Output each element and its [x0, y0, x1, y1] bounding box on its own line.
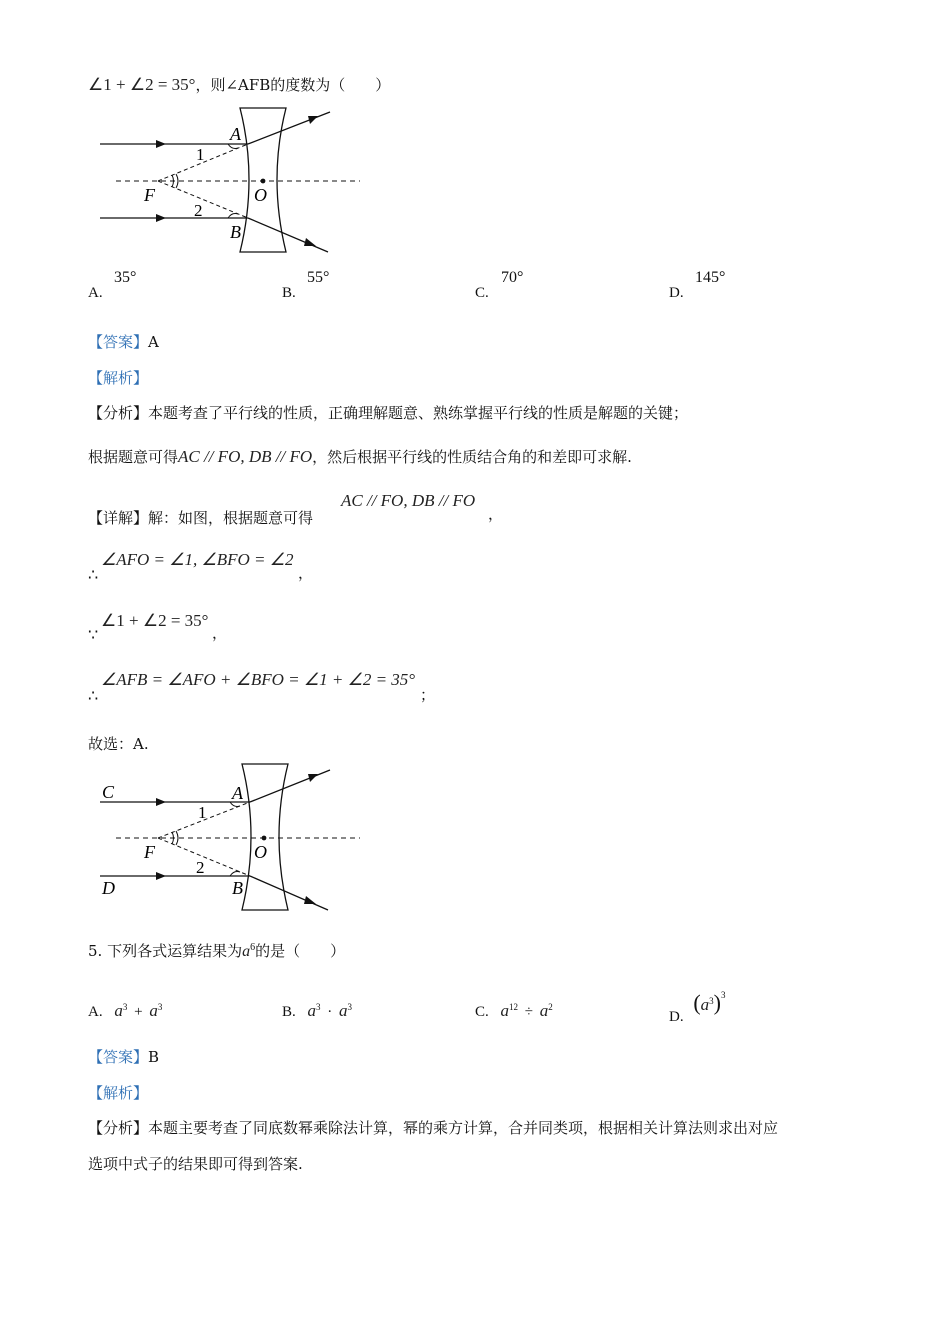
- label-2: 2: [196, 858, 205, 877]
- label-O: O: [254, 185, 267, 205]
- option-label: D.: [669, 1009, 684, 1025]
- option-operator: ·: [327, 1004, 333, 1020]
- q5-answer: [88, 1046, 159, 1067]
- angle-arc-F-bottom: [176, 174, 178, 188]
- because: ∵: [88, 625, 99, 644]
- q4-stem: [88, 74, 390, 95]
- q5-option-d: [669, 990, 726, 1025]
- fenxi-tag: 【分析】: [88, 404, 149, 422]
- q5-stem-exp: 6: [250, 942, 256, 953]
- answer-tag: 【答案】: [88, 1048, 149, 1066]
- arrowhead: [308, 774, 318, 782]
- answer-tag: 【答案】: [88, 333, 149, 351]
- center-dot-O: [262, 836, 267, 841]
- line2-math: AC // FO, DB // FO: [178, 447, 313, 466]
- q5-stem-post: 的是（ ）: [255, 942, 346, 960]
- detail-pre: 解：如图，根据题意可得: [148, 509, 314, 527]
- angle-arc-B: [228, 214, 238, 219]
- q4-option-a-value: 35°: [114, 269, 137, 286]
- q5-stem-base: a: [242, 943, 251, 960]
- option-outer-exp: 3: [721, 990, 726, 1000]
- detail-tag: 【详解】: [88, 509, 149, 527]
- label-D: D: [102, 878, 115, 898]
- option-base: a: [307, 1001, 317, 1020]
- q4-option-d-label: D.: [669, 285, 684, 301]
- angle-arc-A: [228, 144, 238, 149]
- refracted-ray-bottom: [248, 218, 328, 252]
- paren-open: (: [693, 990, 701, 1015]
- fenxi-text: 本题考查了平行线的性质，正确理解题意、熟练掌握平行线的性质是解题的关键；: [148, 404, 689, 422]
- option-operator: ÷: [524, 1004, 533, 1020]
- option-exp: 3: [157, 1002, 163, 1012]
- answer-value: B: [148, 1048, 160, 1066]
- detail-math: AC // FO, DB // FO: [341, 491, 476, 510]
- option-exp: 3: [709, 996, 714, 1006]
- label-1: 1: [196, 145, 205, 164]
- option-base: a: [149, 1001, 158, 1020]
- answer-value: A: [148, 333, 159, 351]
- fenxi-text: 本题主要考查了同底数幂乘除法计算，幂的乘方计算，合并同类项，根据相关计算法则求出对应: [148, 1119, 779, 1137]
- arrowhead: [304, 238, 316, 246]
- option-operator: +: [134, 1004, 143, 1020]
- arrowhead: [156, 798, 166, 806]
- option-base: a: [539, 1001, 549, 1020]
- q4-option-c-label: C.: [475, 285, 489, 301]
- therefore-2: ∴: [88, 686, 99, 705]
- line2-post: ，然后根据平行线的性质结合角的和差即可求解.: [312, 448, 632, 466]
- option-label: C.: [475, 1004, 489, 1020]
- q4-stem-text: ，则∠AFB的度数为（ ）: [195, 76, 391, 94]
- step2-math: ∠1 + ∠2 = 35°: [101, 611, 209, 630]
- arrowhead: [308, 116, 318, 124]
- q5-option-a: [88, 1001, 162, 1021]
- label-F: F: [144, 185, 155, 205]
- arrowhead: [156, 214, 166, 222]
- detail-post: ，: [488, 505, 504, 523]
- q5-stem-pre: 5. 下列各式运算结果为: [88, 942, 243, 960]
- therefore-1: ∴: [88, 565, 99, 584]
- refracted-ray-top: [250, 770, 330, 802]
- option-label: B.: [282, 1004, 296, 1020]
- option-exp: 3: [347, 1002, 353, 1012]
- step3-post: ；: [420, 686, 436, 704]
- paren-close: ): [713, 990, 721, 1015]
- q5-analysis-tag: 【解析】: [88, 1084, 149, 1102]
- option-base: a: [114, 1001, 123, 1020]
- arrowhead: [156, 140, 166, 148]
- step1-post: ，: [298, 564, 314, 582]
- option-exp: 2: [548, 1002, 553, 1012]
- label-A: A: [232, 783, 243, 803]
- q5-stem: [88, 940, 345, 961]
- center-dot-O: [261, 179, 266, 184]
- refracted-ray-top: [248, 112, 330, 144]
- step2-post: ，: [212, 624, 228, 642]
- label-O: O: [254, 842, 267, 862]
- q4-option-b-label: B.: [282, 285, 296, 301]
- dashed-extension-bottom: [158, 181, 248, 218]
- q5-fenxi: [88, 1117, 778, 1138]
- label-A: A: [230, 124, 241, 144]
- refracted-ray-bottom: [250, 876, 328, 910]
- angle-arc-F-bottom: [176, 831, 178, 845]
- arrowhead: [156, 872, 166, 880]
- q4-option-b-value: 55°: [307, 269, 330, 286]
- line2-pre: 根据题意可得: [88, 448, 179, 466]
- option-base: a: [339, 1001, 348, 1020]
- choose-line: 故选：A.: [88, 735, 149, 753]
- q4-detail: [88, 507, 313, 528]
- q4-analysis-tag: 【解析】: [88, 369, 149, 387]
- option-base: a: [500, 1001, 510, 1020]
- lens-diagram-1: [96, 104, 366, 264]
- option-exp: 12: [509, 1002, 519, 1012]
- option-exp: 3: [122, 1002, 128, 1012]
- q4-line2: [88, 446, 632, 467]
- label-B: B: [230, 222, 241, 242]
- option-base: a: [700, 995, 710, 1014]
- arrowhead: [304, 896, 316, 904]
- q4-fenxi: [88, 402, 688, 423]
- step1-math: ∠AFO = ∠1, ∠BFO = ∠2: [101, 550, 294, 569]
- label-C: C: [102, 782, 115, 802]
- lens-diagram-2: [96, 760, 366, 920]
- option-exp: 3: [316, 1002, 321, 1012]
- step3-math: ∠AFB = ∠AFO + ∠BFO = ∠1 + ∠2 = 35°: [101, 670, 416, 689]
- q5-option-c: [475, 1001, 553, 1021]
- fenxi-tag: 【分析】: [88, 1119, 149, 1137]
- q4-option-c-value: 70°: [501, 269, 524, 286]
- q5-fenxi-line2: 选项中式子的结果即可得到答案.: [88, 1155, 303, 1173]
- q4-stem-math: ∠1 + ∠2 = 35°: [88, 75, 196, 94]
- q4-answer: [88, 331, 159, 352]
- q4-option-d-value: 145°: [695, 269, 726, 286]
- label-1: 1: [198, 803, 207, 822]
- angle-arc-B: [230, 872, 240, 877]
- q4-option-a-label: A.: [88, 285, 103, 301]
- option-label: A.: [88, 1004, 103, 1020]
- label-F: F: [144, 842, 155, 862]
- q5-option-b: [282, 1001, 352, 1021]
- label-2: 2: [194, 201, 203, 220]
- label-B: B: [232, 878, 243, 898]
